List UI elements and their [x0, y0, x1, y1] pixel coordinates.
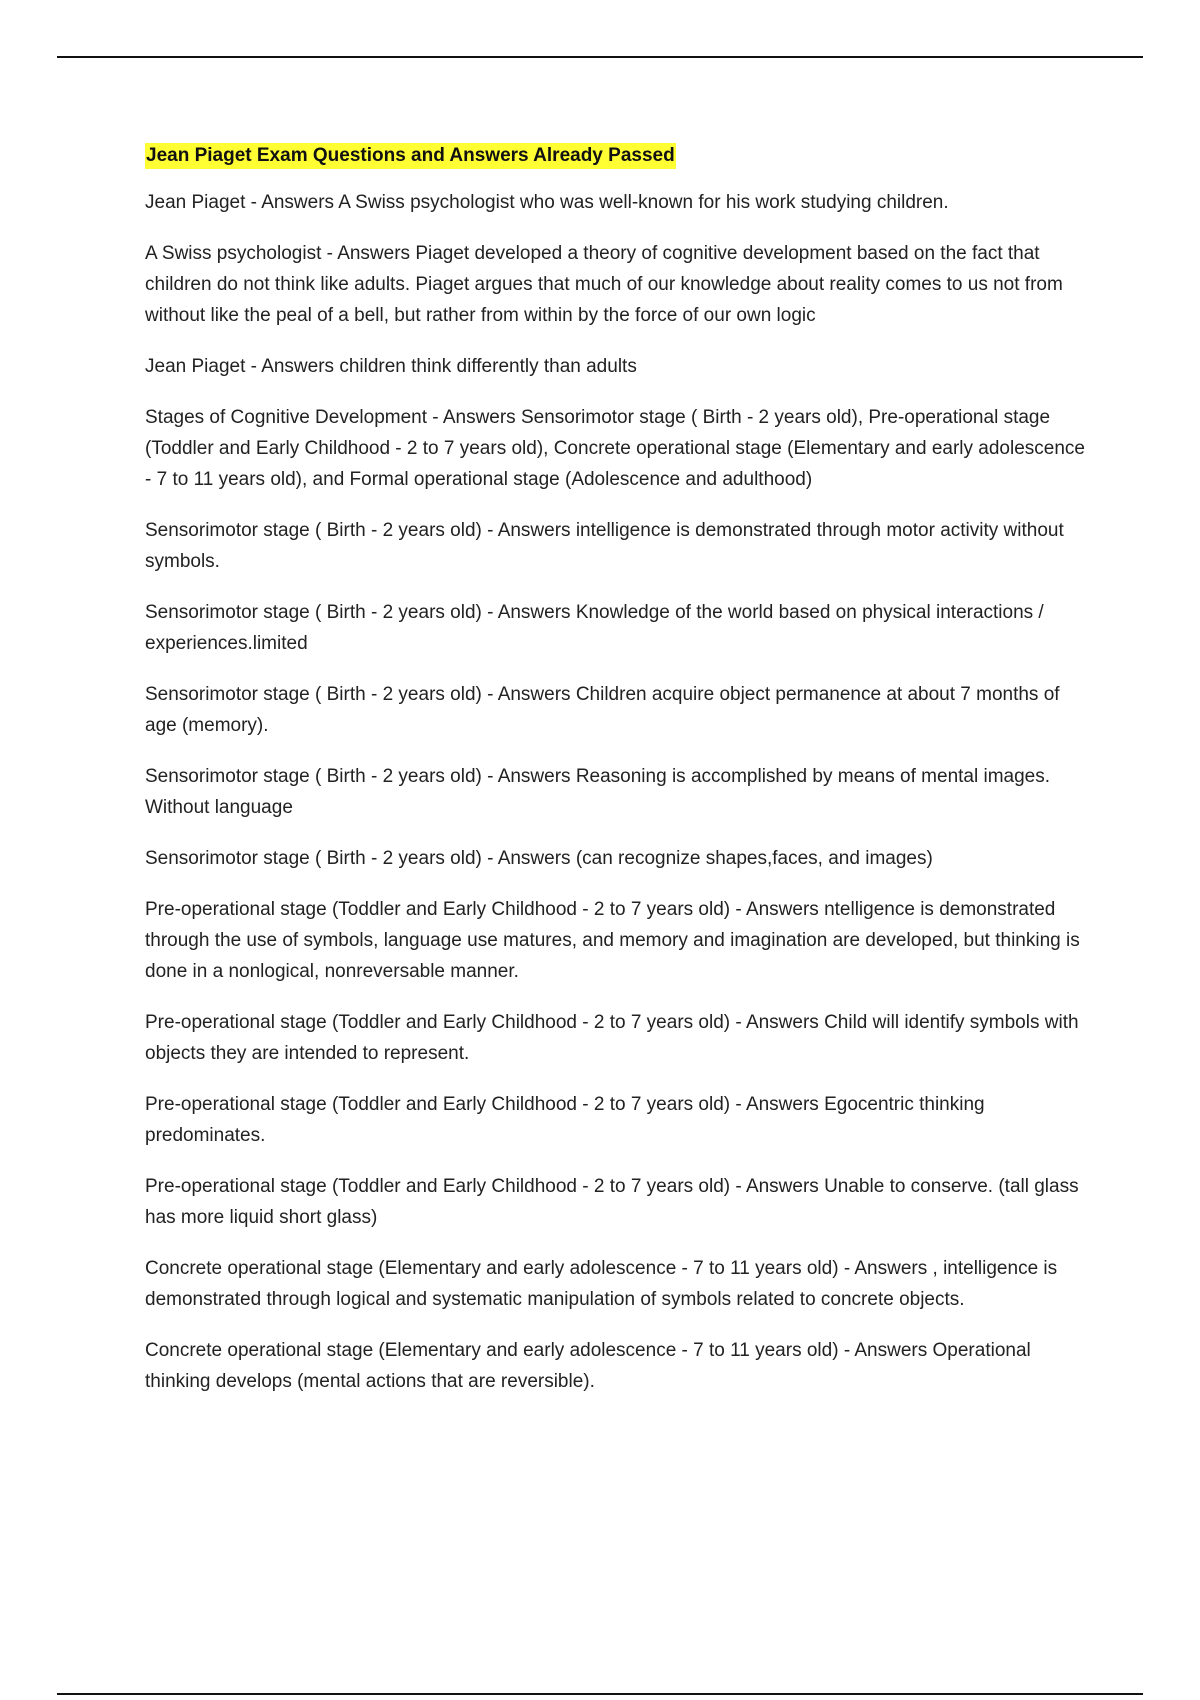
qa-entry: Sensorimotor stage ( Birth - 2 years old) - Answers Children acquire object permanence at about 7 months of age (memory).: [145, 684, 1060, 736]
qa-entry: Sensorimotor stage ( Birth - 2 years old) - Answers Knowledge of the world based on physical interactions / experiences.limited: [145, 602, 1044, 654]
qa-entry: Sensorimotor stage ( Birth - 2 years old) - Answers intelligence is demonstrated through motor activity without symbols.: [145, 520, 1064, 572]
qa-entry: Pre-operational stage (Toddler and Early Childhood - 2 to 7 years old) - Answers Unable to conserve. (tall glass has more liquid short glass): [145, 1176, 1079, 1228]
document-body: [145, 143, 1090, 1417]
qa-entry: A Swiss psychologist - Answers Piaget developed a theory of cognitive development based on the fact that children do not think like adults. Piaget argues that much of our knowledge about reality comes to us not from without like the peal of a bell, but rather from within by the force of our own logic: [145, 243, 1063, 326]
qa-entry: Pre-operational stage (Toddler and Early Childhood - 2 to 7 years old) - Answers Child will identify symbols with objects they are intended to represent.: [145, 1012, 1079, 1064]
qa-entry: Sensorimotor stage ( Birth - 2 years old) - Answers Reasoning is accomplished by means of mental images. Without language: [145, 766, 1051, 818]
qa-entry: Sensorimotor stage ( Birth - 2 years old) - Answers (can recognize shapes,faces, and images): [145, 848, 933, 869]
qa-entry: Jean Piaget - Answers A Swiss psychologist who was well-known for his work studying children.: [145, 192, 949, 213]
qa-entry: Pre-operational stage (Toddler and Early Childhood - 2 to 7 years old) - Answers ntelligence is demonstrated through the use of symbols, language use matures, and memory and imagination are developed, but thinking is done in a nonlogical, nonreversable manner.: [145, 899, 1080, 982]
qa-entry: Concrete operational stage (Elementary and early adolescence - 7 to 11 years old) - Answers , intelligence is demonstrated through logical and systematic manipulation of symbols related to concrete objects.: [145, 1258, 1058, 1310]
footer-rule: [57, 1693, 1143, 1695]
qa-entry: Pre-operational stage (Toddler and Early Childhood - 2 to 7 years old) - Answers Egocentric thinking predominates.: [145, 1094, 985, 1146]
qa-entry: Concrete operational stage (Elementary and early adolescence - 7 to 11 years old) - Answers Operational thinking develops (mental actions that are reversible).: [145, 1340, 1031, 1392]
qa-entry: Jean Piaget - Answers children think differently than adults: [145, 356, 637, 377]
document-title: Jean Piaget Exam Questions and Answers Already Passed: [145, 143, 676, 169]
header-rule: [57, 56, 1143, 58]
qa-entry: Stages of Cognitive Development - Answers Sensorimotor stage ( Birth - 2 years old), Pre-operational stage (Toddler and Early Childhood - 2 to 7 years old), Concrete operational stage (Elementary and early adolescence - 7 to 11 years old), and Formal operational stage (Adolescence and adulthood): [145, 407, 1085, 490]
